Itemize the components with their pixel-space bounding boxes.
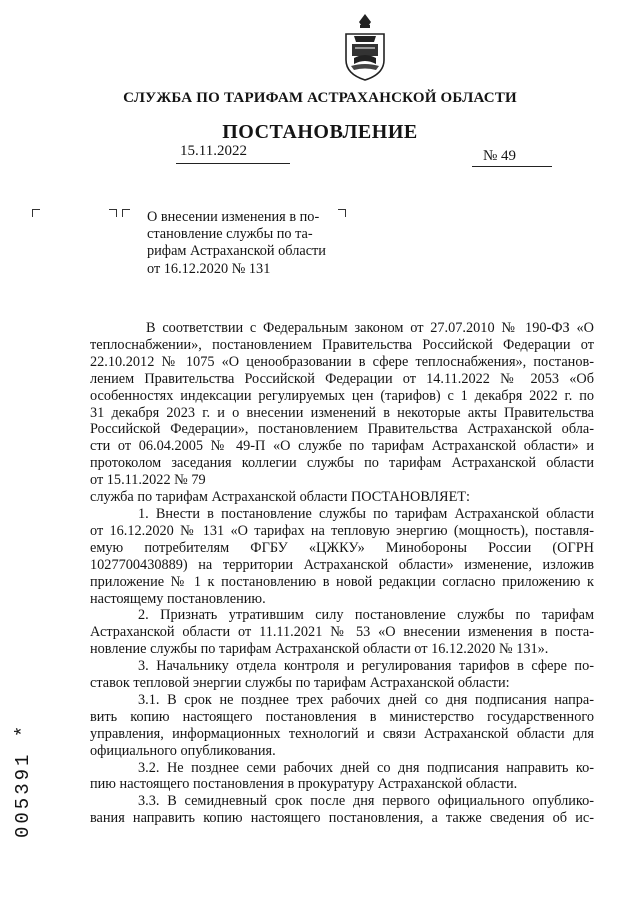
subject-line: рифам Астраханской области bbox=[147, 243, 326, 260]
body-line: официального опубликования. bbox=[90, 742, 276, 759]
body-line: от 16.12.2020 № 131 «О тарифах на тепловую энергию (мощность), поставля- bbox=[90, 522, 594, 539]
subject-line: от 16.12.2020 № 131 bbox=[147, 260, 271, 277]
body-line: лением Правительства Российской Федерации от 14.11.2022 № 2053 «Об bbox=[90, 370, 594, 387]
body-line: управления, информационных технологий и связи Астраханской области для bbox=[90, 725, 594, 742]
body-line: Российской Федерации», постановлением Правительства Астраханской обла- bbox=[90, 421, 594, 438]
body-line: 3.3. В семидневный срок после дня первого официального опублико- bbox=[138, 793, 594, 810]
body-line: вить копию настоящего постановления в министерство государственного bbox=[90, 708, 594, 725]
document-number: № 49 bbox=[483, 148, 517, 164]
subject-line: О внесении изменения в по- bbox=[147, 209, 320, 225]
stamp-number: 005391 * bbox=[12, 722, 34, 838]
subject-line: становление службы по та- bbox=[147, 226, 313, 243]
document-body bbox=[90, 320, 594, 827]
corner-mark bbox=[122, 209, 130, 217]
body-line: емую потребителям ФГБУ «ЦЖКУ» Минобороны России (ОГРН bbox=[90, 539, 594, 556]
body-line: приложение № 1 к постановлению в новой редакции согласно приложению к bbox=[90, 573, 594, 590]
document-subject bbox=[147, 209, 337, 278]
corner-mark bbox=[32, 209, 40, 217]
body-line: сти от 06.04.2005 № 49-П «О службе по тарифам Астраханской области» и bbox=[90, 438, 594, 455]
body-line: 3.1. В срок не позднее трех рабочих дней со дня подписания напра- bbox=[138, 691, 594, 708]
body-line: 1. Внести в постановление службы по тарифам Астраханской области bbox=[138, 505, 594, 522]
document-date: 15.11.2022 bbox=[180, 143, 247, 159]
body-line: В соответствии с Федеральным законом от 27.07.2010 № 190-ФЗ «О bbox=[146, 320, 594, 336]
date-underline bbox=[176, 163, 290, 164]
coat-of-arms-icon bbox=[342, 12, 388, 82]
number-underline bbox=[472, 166, 552, 167]
body-line: 1027700430889) на территории Астраханской области» изменение, изложив bbox=[90, 556, 594, 573]
body-line: ставок тепловой энергии службы по тарифам Астраханской области: bbox=[90, 675, 510, 692]
body-line: 3.2. Не позднее семи рабочих дней со дня подписания направить ко- bbox=[138, 759, 594, 776]
body-line: вания направить копию настоящего постановления, а также сведения об ис- bbox=[90, 810, 594, 827]
registration-stamp bbox=[8, 722, 36, 840]
body-line: от 15.11.2022 № 79 bbox=[90, 472, 206, 489]
body-line: настоящему постановлению. bbox=[90, 590, 266, 607]
body-line: 2. Признать утратившим силу постановление службы по тарифам bbox=[138, 607, 594, 624]
agency-name: СЛУЖБА ПО ТАРИФАМ АСТРАХАНСКОЙ ОБЛАСТИ bbox=[123, 90, 517, 106]
body-line: особенностях индексации регулируемых цен (тарифов) с 1 декабря 2022 г. по bbox=[90, 387, 594, 404]
body-line: новление службы по тарифам Астраханской области от 16.12.2020 № 131». bbox=[90, 641, 549, 658]
body-line: 22.10.2012 № 1075 «О ценообразовании в сфере теплоснабжения», постанов- bbox=[90, 353, 594, 370]
body-line: Астраханской области от 11.11.2021 № 53 «О внесении изменения в поста- bbox=[90, 624, 594, 641]
body-line: теплоснабжении», постановлением Правительства Российской Федерации от bbox=[90, 336, 594, 353]
body-line: 3. Начальнику отдела контроля и регулирования тарифов в сфере по- bbox=[138, 658, 594, 675]
body-line: служба по тарифам Астраханской области ПОСТАНОВЛЯЕТ: bbox=[90, 489, 471, 506]
document-title: ПОСТАНОВЛЕНИЕ bbox=[222, 121, 418, 143]
corner-mark bbox=[338, 209, 346, 217]
body-line: протоколом заседания коллегии службы по тарифам Астраханской области bbox=[90, 455, 594, 472]
body-line: пию настоящего постановления в прокуратуру Астраханской области. bbox=[90, 776, 518, 793]
corner-mark bbox=[109, 209, 117, 217]
body-line: 31 декабря 2023 г. и о внесении изменений в некоторые акты Правительства bbox=[90, 404, 594, 421]
